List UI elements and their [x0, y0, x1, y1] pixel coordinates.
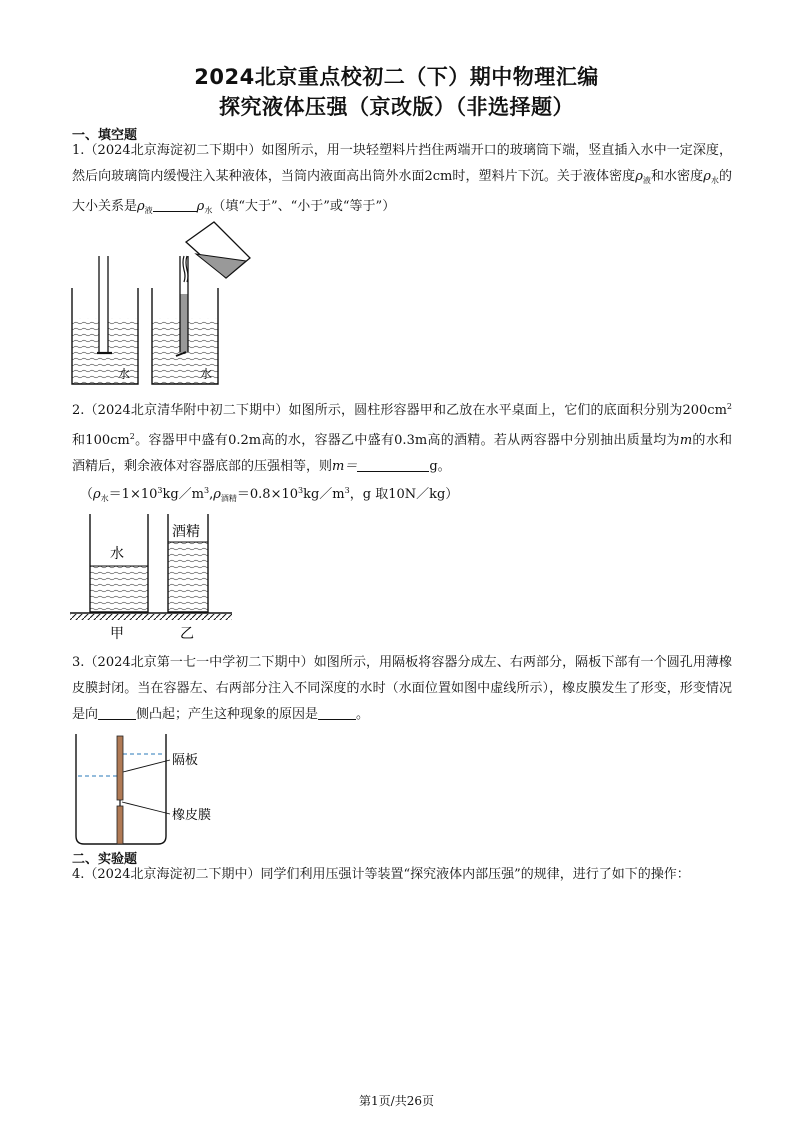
- superscript-3: 3: [204, 486, 210, 495]
- figure-q2: [66, 510, 242, 644]
- answer-blank-side[interactable]: [98, 705, 136, 720]
- q2-text-c: 的水和酒精后，剩余液体对容器底部的压强相等，则: [72, 433, 732, 474]
- q2-text-b: 。容器甲中盛有0.2m高的水，容器乙中盛有0.3m高的酒精。若从两容器中分别抽出质量均为: [134, 433, 680, 448]
- density-unit: kg／m: [162, 487, 205, 502]
- q2-given-data: （$\rho_水=1\times 10^3kg/m^3,\rho_{酒精}=0.8\times 10^3kg/m^3$，g 取10N／kg）: [80, 486, 459, 503]
- rho-symbol: ρ: [213, 487, 221, 502]
- superscript-3: 3: [344, 486, 350, 495]
- paren-open: （: [80, 487, 94, 502]
- answer-blank-mass[interactable]: [357, 457, 429, 472]
- page-footer: 第1页/共26页: [359, 1094, 434, 1108]
- partition-upper: [117, 736, 123, 800]
- sub-water: 水: [100, 494, 109, 503]
- mass-equals: m＝: [332, 459, 358, 474]
- superscript-2: 2: [726, 402, 732, 411]
- question-1: [72, 138, 732, 224]
- label-alcohol: 酒精: [172, 524, 200, 540]
- table-hatch: [70, 614, 232, 620]
- alcohol-in-yi: [168, 542, 208, 612]
- superscript-2: 2: [129, 432, 135, 441]
- sub-water: 水: [710, 176, 719, 185]
- water-in-jia: [90, 566, 148, 612]
- section-fill-in: 一、填空题: [72, 128, 138, 143]
- rho-symbol: ρ: [137, 199, 145, 214]
- label-water-left: 水: [118, 367, 131, 381]
- sub-alcohol: 酒精: [220, 494, 237, 503]
- label-membrane: 橡皮膜: [172, 808, 212, 823]
- unit-g: g。: [429, 459, 451, 474]
- partition-lower: [117, 806, 123, 844]
- liquid-stream: [183, 256, 185, 282]
- rho-symbol: ρ: [196, 199, 205, 214]
- q3-text-c: 。: [356, 707, 370, 722]
- q2-area2: 100cm: [85, 433, 130, 448]
- question-4: 4.（2024北京海淀初二下期中）同学们利用压强计等装置“探究液体内部压强”的规律，进行了如下的操作：: [72, 867, 690, 882]
- question-2: [72, 394, 732, 480]
- question-3: [72, 650, 732, 728]
- q1-text-a: 1.（2024北京海淀初二下期中）如图所示，用一块轻塑料片挡住两端开口的玻璃筒下端，竖直插入水中一定深度，然后向玻璃筒内缓慢注入某种液体，当筒内液面高出筒外水面2cm时，塑料片下沉。关于液体密度: [72, 143, 732, 184]
- sub-liquid: 液: [642, 176, 651, 185]
- answer-blank[interactable]: [153, 197, 197, 212]
- gravity-given: ，g 取10N／kg）: [349, 487, 459, 502]
- sub-water: 水: [204, 206, 213, 215]
- q3-text-b: 侧凸起；产生这种现象的原因是: [136, 707, 319, 722]
- q2-text-a: 2.（2024北京清华附中初二下期中）如图所示，圆柱形容器甲和乙放在水平桌面上，它们的底面积分别为: [72, 403, 683, 418]
- q1-text-d: （填“大于”、“小于”或“等于”）: [212, 199, 396, 214]
- water-density-value: ＝1×10: [108, 487, 158, 502]
- density-unit: kg／m: [303, 487, 345, 502]
- section-experiment: 二、实验题: [72, 852, 138, 867]
- rho-symbol: ρ: [635, 169, 643, 184]
- q2-area1: 200cm: [682, 403, 727, 418]
- q3-text-a: 3.（2024北京第一七一中学初二下期中）如图所示，用隔板将容器分成左、右两部分，隔板下部有一个圆孔用薄橡皮膜封闭。当在容器左、右两部分注入不同深度的水时（水面位置如图中虚线所示），橡皮膜发生了形变，形变情况是向: [72, 655, 732, 722]
- liquid-in-tube: [180, 294, 188, 352]
- mass-symbol: m: [679, 433, 693, 448]
- page-title-line2: 探究液体压强（京改版）（非选择题）: [219, 95, 574, 119]
- q1-text-b: 和水密度: [650, 169, 704, 184]
- q1-text-c: 的大小关系是: [72, 169, 733, 214]
- q2-area-and: 和: [72, 433, 86, 448]
- label-water: 水: [110, 546, 124, 562]
- alcohol-density-value: ＝0.8×10: [236, 487, 299, 502]
- label-water-right: 水: [200, 367, 213, 381]
- figure-q1: [66, 218, 266, 390]
- label-yi: 乙: [180, 626, 194, 642]
- answer-blank-reason[interactable]: [318, 705, 356, 720]
- label-partition: 隔板: [172, 753, 199, 768]
- sub-liquid: 液: [144, 206, 153, 215]
- superscript-3: 3: [157, 486, 163, 495]
- rho-symbol: ρ: [93, 487, 101, 502]
- superscript-3: 3: [298, 486, 304, 495]
- figure-q3: [70, 732, 240, 848]
- page-title-line1: 2024北京重点校初二（下）期中物理汇编: [194, 65, 599, 89]
- label-jia: 甲: [110, 626, 124, 642]
- rho-symbol: ρ: [703, 169, 711, 184]
